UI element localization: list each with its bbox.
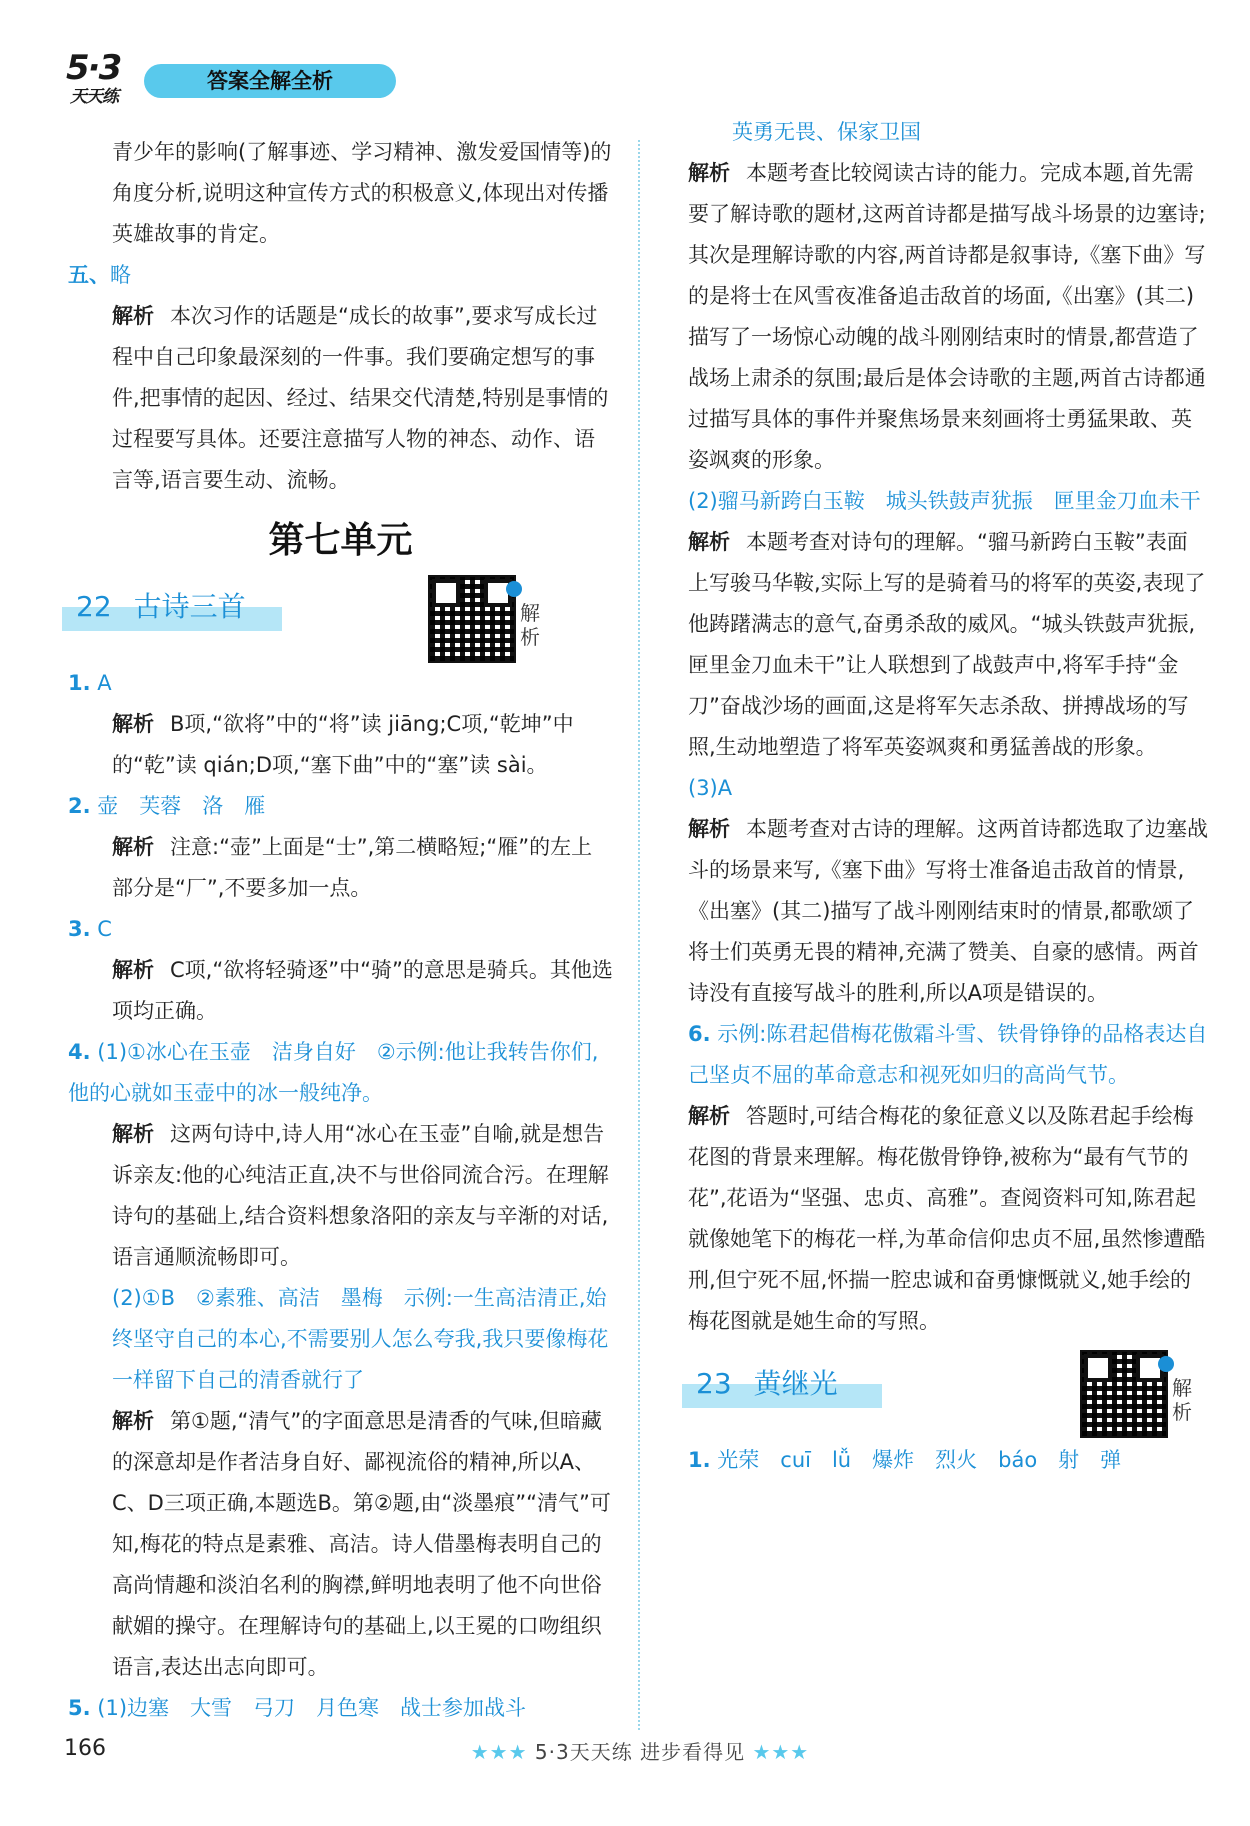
analysis: 解析 这两句诗中,诗人用“冰心在玉壶”自喻,就是想告诉亲友:他的心纯洁正直,决不与世俗同流合污。在理解诗句的基础上,结合资料想象洛阳的亲友与辛渐的对话,语言通顺流畅即可。 (112, 1122, 609, 1269)
lesson-heading-23 (682, 1356, 1208, 1430)
answer-line: 3. C (68, 917, 112, 941)
answer-line: 1. A (68, 671, 112, 695)
analysis: 解析 本题考查对诗句的理解。“骝马新跨白玉鞍”表面上写骏马华鞍,实际上写的是骑着马的将军的英姿,表现了他踌躇满志的意气,奋勇杀敌的威风。“城头铁鼓声犹振,匣里金刀血未干”让人联想到了战鼓声中,将军手持“金刀”奋战沙场的画面,这是将军矢志杀敌、拼搏战场的写照,生动地塑造了将军英姿飒爽和勇猛善战的形象。 (688, 530, 1206, 759)
answer-line: 2. 壶 芙蓉 洛 雁 (68, 794, 266, 818)
analysis: 解析 B项,“欲将”中的“将”读 jiāng;C项,“乾坤”中的“乾”读 qián;D项,“塞下曲”中的“塞”读 sài。 (112, 712, 574, 777)
analysis: 解析 答题时,可结合梅花的象征意义以及陈君起手绘梅花图的背景来理解。梅花傲骨铮铮,被称为“最有气节的花”,花语为“坚强、忠贞、高雅”。查阅资料可知,陈君起就像她笔下的梅花一样,为革命信仰忠贞不屈,虽然惨遭酷刑,但宁死不屈,怀揣一腔忠诚和奋勇慷慨就义,她手绘的梅花图就是她生命的写照。 (688, 1104, 1206, 1333)
answer-line (68, 255, 613, 296)
analysis: 解析 本次习作的话题是“成长的故事”,要求写成长过程中自己印象最深刻的一件事。我们要确定想写的事件,把事情的起因、经过、结果交代清楚,特别是事情的过程要写具体。还要注意描写人物的神态、动作、语言等,语言要生动、流畅。 (112, 304, 609, 492)
play-icon[interactable] (1158, 1356, 1174, 1372)
star-icon: ★★★ (752, 1740, 810, 1764)
lesson-heading-22 (62, 579, 613, 653)
section-badge: 答案全解全析 (144, 64, 396, 98)
unit-title: 第七单元 (268, 520, 413, 561)
analysis: 解析 本题考查对古诗的理解。这两首诗都选取了边塞战斗的场景来写,《塞下曲》写将士准备追击敌首的情景,《出塞》(其二)描写了战斗刚刚结束时的情景,都歌颂了将士们英勇无畏的精神,充满了赞美、自豪的感情。两首诗没有直接写战斗的胜利,所以A项是错误的。 (688, 817, 1208, 1005)
paragraph: 青少年的影响(了解事迹、学习精神、激发爱国情等)的角度分析,说明这种宣传方式的积极意义,体现出对传播英雄故事的肯定。 (112, 140, 612, 246)
answer-line: 4. (1)①冰心在玉壶 洁身自好 ②示例:他让我转告你们,他的心就如玉壶中的冰一般纯净。 (68, 1040, 599, 1105)
analysis: 解析 C项,“欲将轻骑逐”中“骑”的意思是骑兵。其他选项均正确。 (112, 958, 613, 1023)
qr-code-icon[interactable] (428, 575, 516, 663)
lesson-title: 22 古诗三首 (76, 590, 246, 623)
qr-code-icon[interactable] (1080, 1350, 1168, 1438)
qr-label: 解析 (1172, 1376, 1192, 1424)
footer-tagline: ★★★ 5·3天天练 进步看得见 ★★★ (470, 1740, 810, 1764)
answer-line: 5. (1)边塞 大雪 弓刀 月色寒 战士参加战斗 (68, 1696, 527, 1720)
page-footer (0, 1736, 1250, 1776)
right-column (688, 112, 1208, 1481)
play-icon[interactable] (506, 581, 522, 597)
question-number: 五、 (68, 263, 110, 287)
qr-label: 解析 (520, 601, 540, 649)
answer-text: (3)A (688, 776, 733, 800)
answer-line: 1. 光荣 cuī lǚ 爆炸 烈火 báo 射 弹 (688, 1448, 1122, 1472)
column-divider (638, 140, 640, 1730)
analysis-label: 解析 (112, 304, 154, 328)
answer-text: 略 (110, 263, 131, 287)
analysis: 解析 第①题,“清气”的字面意思是清香的气味,但暗藏的深意却是作者洁身自好、鄙视流俗的精神,所以A、C、D三项正确,本题选B。第②题,由“淡墨痕”“清气”可知,梅花的特点是素雅、高洁。诗人借墨梅表明自己的高尚情趣和淡泊名利的胸襟,鲜明地表明了他不向世俗献媚的操守。在理解诗句的基础上,以王冕的口吻组织语言,表达出志向即可。 (112, 1409, 611, 1679)
star-icon: ★★★ (470, 1740, 528, 1764)
analysis: 解析 本题考查比较阅读古诗的能力。完成本题,首先需要了解诗歌的题材,这两首诗都是描写战斗场景的边塞诗;其次是理解诗歌的内容,两首诗都是叙事诗,《塞下曲》写的是将士在风雪夜准备追击敌首的场面,《出塞》(其二)描写了一场惊心动魄的战斗刚刚结束时的情景,都营造了战场上肃杀的氛围;最后是体会诗歌的主题,两首古诗都通过描写具体的事件并聚焦场景来刻画将士勇猛果敢、英姿飒爽的形象。 (688, 161, 1206, 472)
page-number: 166 (64, 1736, 106, 1761)
brand-logo: 5·3 天天练 (66, 48, 121, 107)
answer-text: (2)①B ②素雅、高洁 墨梅 示例:一生高洁清正,始终坚守自己的本心,不需要别人怎么夸我,我只要像梅花一样留下自己的清香就行了 (112, 1286, 609, 1392)
analysis: 解析 注意:“壶”上面是“士”,第二横略短;“雁”的左上部分是“厂”,不要多加一点。 (112, 835, 593, 900)
answer-text: 英勇无畏、保家卫国 (732, 120, 921, 144)
answer-text: (2)骝马新跨白玉鞍 城头铁鼓声犹振 匣里金刀血未干 (688, 489, 1201, 513)
answer-line: 6. 示例:陈君起借梅花傲霜斗雪、铁骨铮铮的品格表达自己坚贞不屈的革命意志和视死如归的高尚气节。 (688, 1022, 1208, 1087)
left-column (68, 132, 613, 1729)
lesson-title: 23 黄继光 (696, 1367, 838, 1400)
